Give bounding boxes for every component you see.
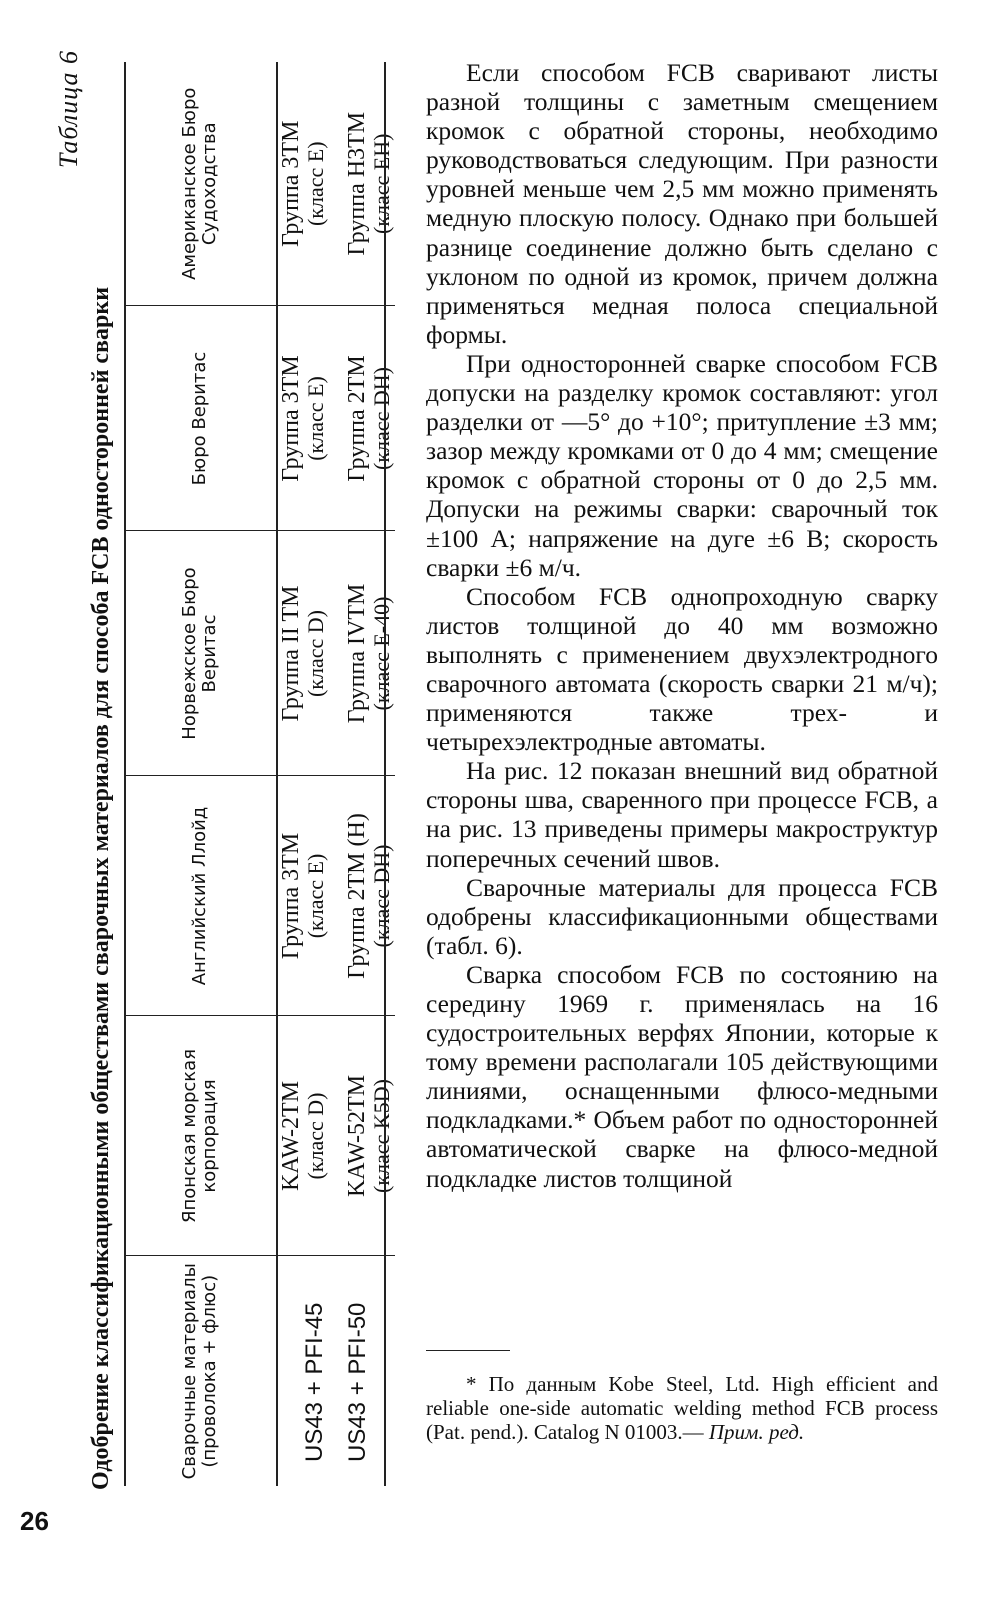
grade-value: Группа 3TM <box>278 120 304 247</box>
paragraph: При односторонней сварке способом FCB допуски на разделку кромок составляют: угол разделки от —5° до +10°; притупление ±3 мм; зазор между кромками от 0 до 4 мм; смещение кромок с обратной стороны от 0 до 2,5 мм. Допуски на режимы сварки: сварочный ток ±100 А; напряжение на дуге ±6 В; скорость сварки ±6 м/ч. <box>426 348 938 582</box>
class-value: (класс EH) <box>369 133 395 234</box>
materials-cell <box>277 1256 395 1486</box>
header-norway: Норвежское Бюро Веритас <box>124 531 277 776</box>
header-japan: Японская морская корпорация <box>124 1016 277 1256</box>
table-body-row <box>277 62 395 1486</box>
class-value: (класс DH) <box>369 367 395 470</box>
class-value: (класс D) <box>303 1092 329 1180</box>
lloyd-cell <box>277 776 395 1016</box>
material-value: US43 + PFI-45 <box>301 1302 329 1462</box>
paragraph: На рис. 12 показан внешний вид обратной стороны шва, сваренного при процессе FCB, а на рис. 13 приведены примеры макроструктур поперечных сечений швов. <box>426 756 938 873</box>
header-lloyd: Английский Ллойд <box>124 776 277 1016</box>
grade-value: Группа 2TM (H) <box>344 813 371 979</box>
paragraph: Сварка способом FCB по состоянию на середину 1969 г. применялась на 16 судостроительных верфях Японии, которые к тому времени располагали 105 действующими линиями, оснащенными флюсо-медными подкладками.* Объем работ по односторонней автоматической сварке на флюсо-медной подкладке листов толщиной <box>426 959 938 1193</box>
header-materials: Сварочные материалы (проволока + флюс) <box>124 1256 277 1486</box>
body-text <box>426 58 938 1193</box>
grade-value: KAW-2TM <box>278 1080 304 1192</box>
grade-value: Группа IVTM <box>344 583 371 724</box>
approval-table <box>124 62 395 1486</box>
grade-value: Группа H3TM <box>344 111 371 256</box>
class-value: (класс K5D) <box>369 1079 395 1193</box>
footnote-divider <box>426 1350 510 1351</box>
abs-cell <box>277 62 395 306</box>
footnote-text: * По данным Kobe Steel, Ltd. High efficient and reliable one-side automatic welding method FCB process (Pat. pend.). Catalog N 01003.— <box>426 1372 938 1444</box>
page-number: 26 <box>20 1506 49 1536</box>
class-value: (класс E-40) <box>369 596 395 711</box>
class-value: (класс E) <box>303 376 329 461</box>
grade-value: Группа II TM <box>278 585 304 722</box>
table-label: Таблица 6 <box>54 50 83 169</box>
table-caption: Одобрение классификационными обществами сварочных материалов для способа FCB односторонней сварки <box>88 286 114 1490</box>
footnote-note: Прим. ред. <box>708 1420 805 1444</box>
rotated-table-block <box>50 40 400 1500</box>
class-value: (класс D) <box>303 610 329 698</box>
paragraph: Если способом FCB сваривают листы разной толщины с заметным смещением кромок с обратной стороны, необходимо руководствоваться следующим. При разности уровней меньше чем 2,5 мм можно применять медную плоскую полосу. Однако при большей разнице соединение должно быть сделано с уклоном по одной из кромок, причем должна применяться медная полоса специальной формы. <box>426 58 938 349</box>
grade-value: Группа 3TM <box>278 832 304 960</box>
japan-cell <box>277 1016 395 1256</box>
header-abs: Американское Бюро Судоходства <box>124 62 277 306</box>
material-value: US43 + PFI-50 <box>344 1302 372 1462</box>
footnote <box>426 1372 938 1444</box>
class-value: (класс E) <box>303 141 329 227</box>
grade-value: Группа 2TM <box>344 355 371 482</box>
class-value: (класс E) <box>303 853 329 939</box>
paragraph: Сварочные материалы для процесса FCB одобрены классификационными обществами (табл. 6). <box>426 872 938 960</box>
veritas-cell <box>277 306 395 531</box>
paragraph: Способом FCB однопроходную сварку листов толщиной до 40 мм возможно выполнять с применением двухэлектродного сварочного автомата (скорость сварки 21 м/ч); применяются также трех- и четырехэлектродные автоматы. <box>426 581 938 757</box>
grade-value: KAW-52TM <box>344 1074 371 1198</box>
norway-cell <box>277 531 395 776</box>
header-veritas: Бюро Веритас <box>124 306 277 531</box>
table-header-row <box>124 62 277 1486</box>
class-value: (класс DH) <box>369 844 395 948</box>
grade-value: Группа 3TM <box>278 355 304 482</box>
